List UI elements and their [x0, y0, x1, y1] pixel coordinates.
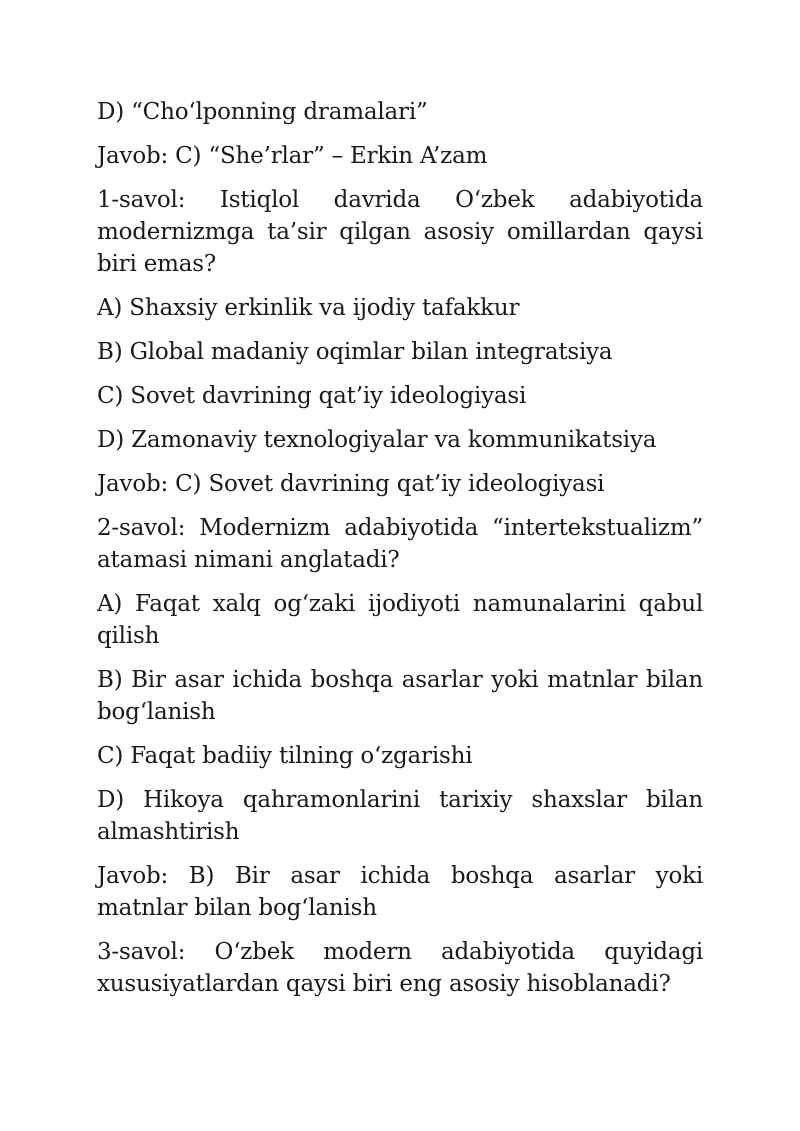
question-1-option-b: B) Global madaniy oqimlar bilan integratsiya	[97, 339, 613, 365]
question-1: 1-savol: Istiqlol davrida O‘zbek adabiyotida modernizmga ta’sir qilgan asosiy omillardan qaysi biri emas?	[97, 187, 703, 277]
answer-key-previous: Javob: C) “She’rlar” – Erkin A’zam	[97, 143, 488, 169]
question-2-answer: Javob: B) Bir asar ichida boshqa asarlar yoki matnlar bilan bog‘lanish	[97, 863, 703, 921]
question-2-option-b: B) Bir asar ichida boshqa asarlar yoki matnlar bilan bog‘lanish	[97, 667, 703, 725]
question-2: 2-savol: Modernizm adabiyotida “intertekstualizm” atamasi nimani anglatadi?	[97, 515, 703, 573]
question-1-answer: Javob: C) Sovet davrining qat’iy ideologiyasi	[97, 471, 605, 497]
question-1-option-a: A) Shaxsiy erkinlik va ijodiy tafakkur	[97, 295, 520, 321]
question-3: 3-savol: O‘zbek modern adabiyotida quyidagi xususiyatlardan qaysi biri eng asosiy hisoblanadi?	[97, 939, 703, 997]
question-2-option-d: D) Hikoya qahramonlarini tarixiy shaxslar bilan almashtirish	[97, 787, 703, 845]
question-2-option-c: C) Faqat badiiy tilning o‘zgarishi	[97, 743, 473, 769]
question-1-option-d: D) Zamonaviy texnologiyalar va kommunikatsiya	[97, 427, 657, 453]
question-1-option-c: C) Sovet davrining qat’iy ideologiyasi	[97, 383, 527, 409]
answer-option-d-previous: D) “Cho‘lponning dramalari”	[97, 99, 428, 125]
question-2-option-a: A) Faqat xalq og‘zaki ijodiyoti namunalarini qabul qilish	[97, 591, 703, 649]
document-page	[97, 96, 703, 1012]
